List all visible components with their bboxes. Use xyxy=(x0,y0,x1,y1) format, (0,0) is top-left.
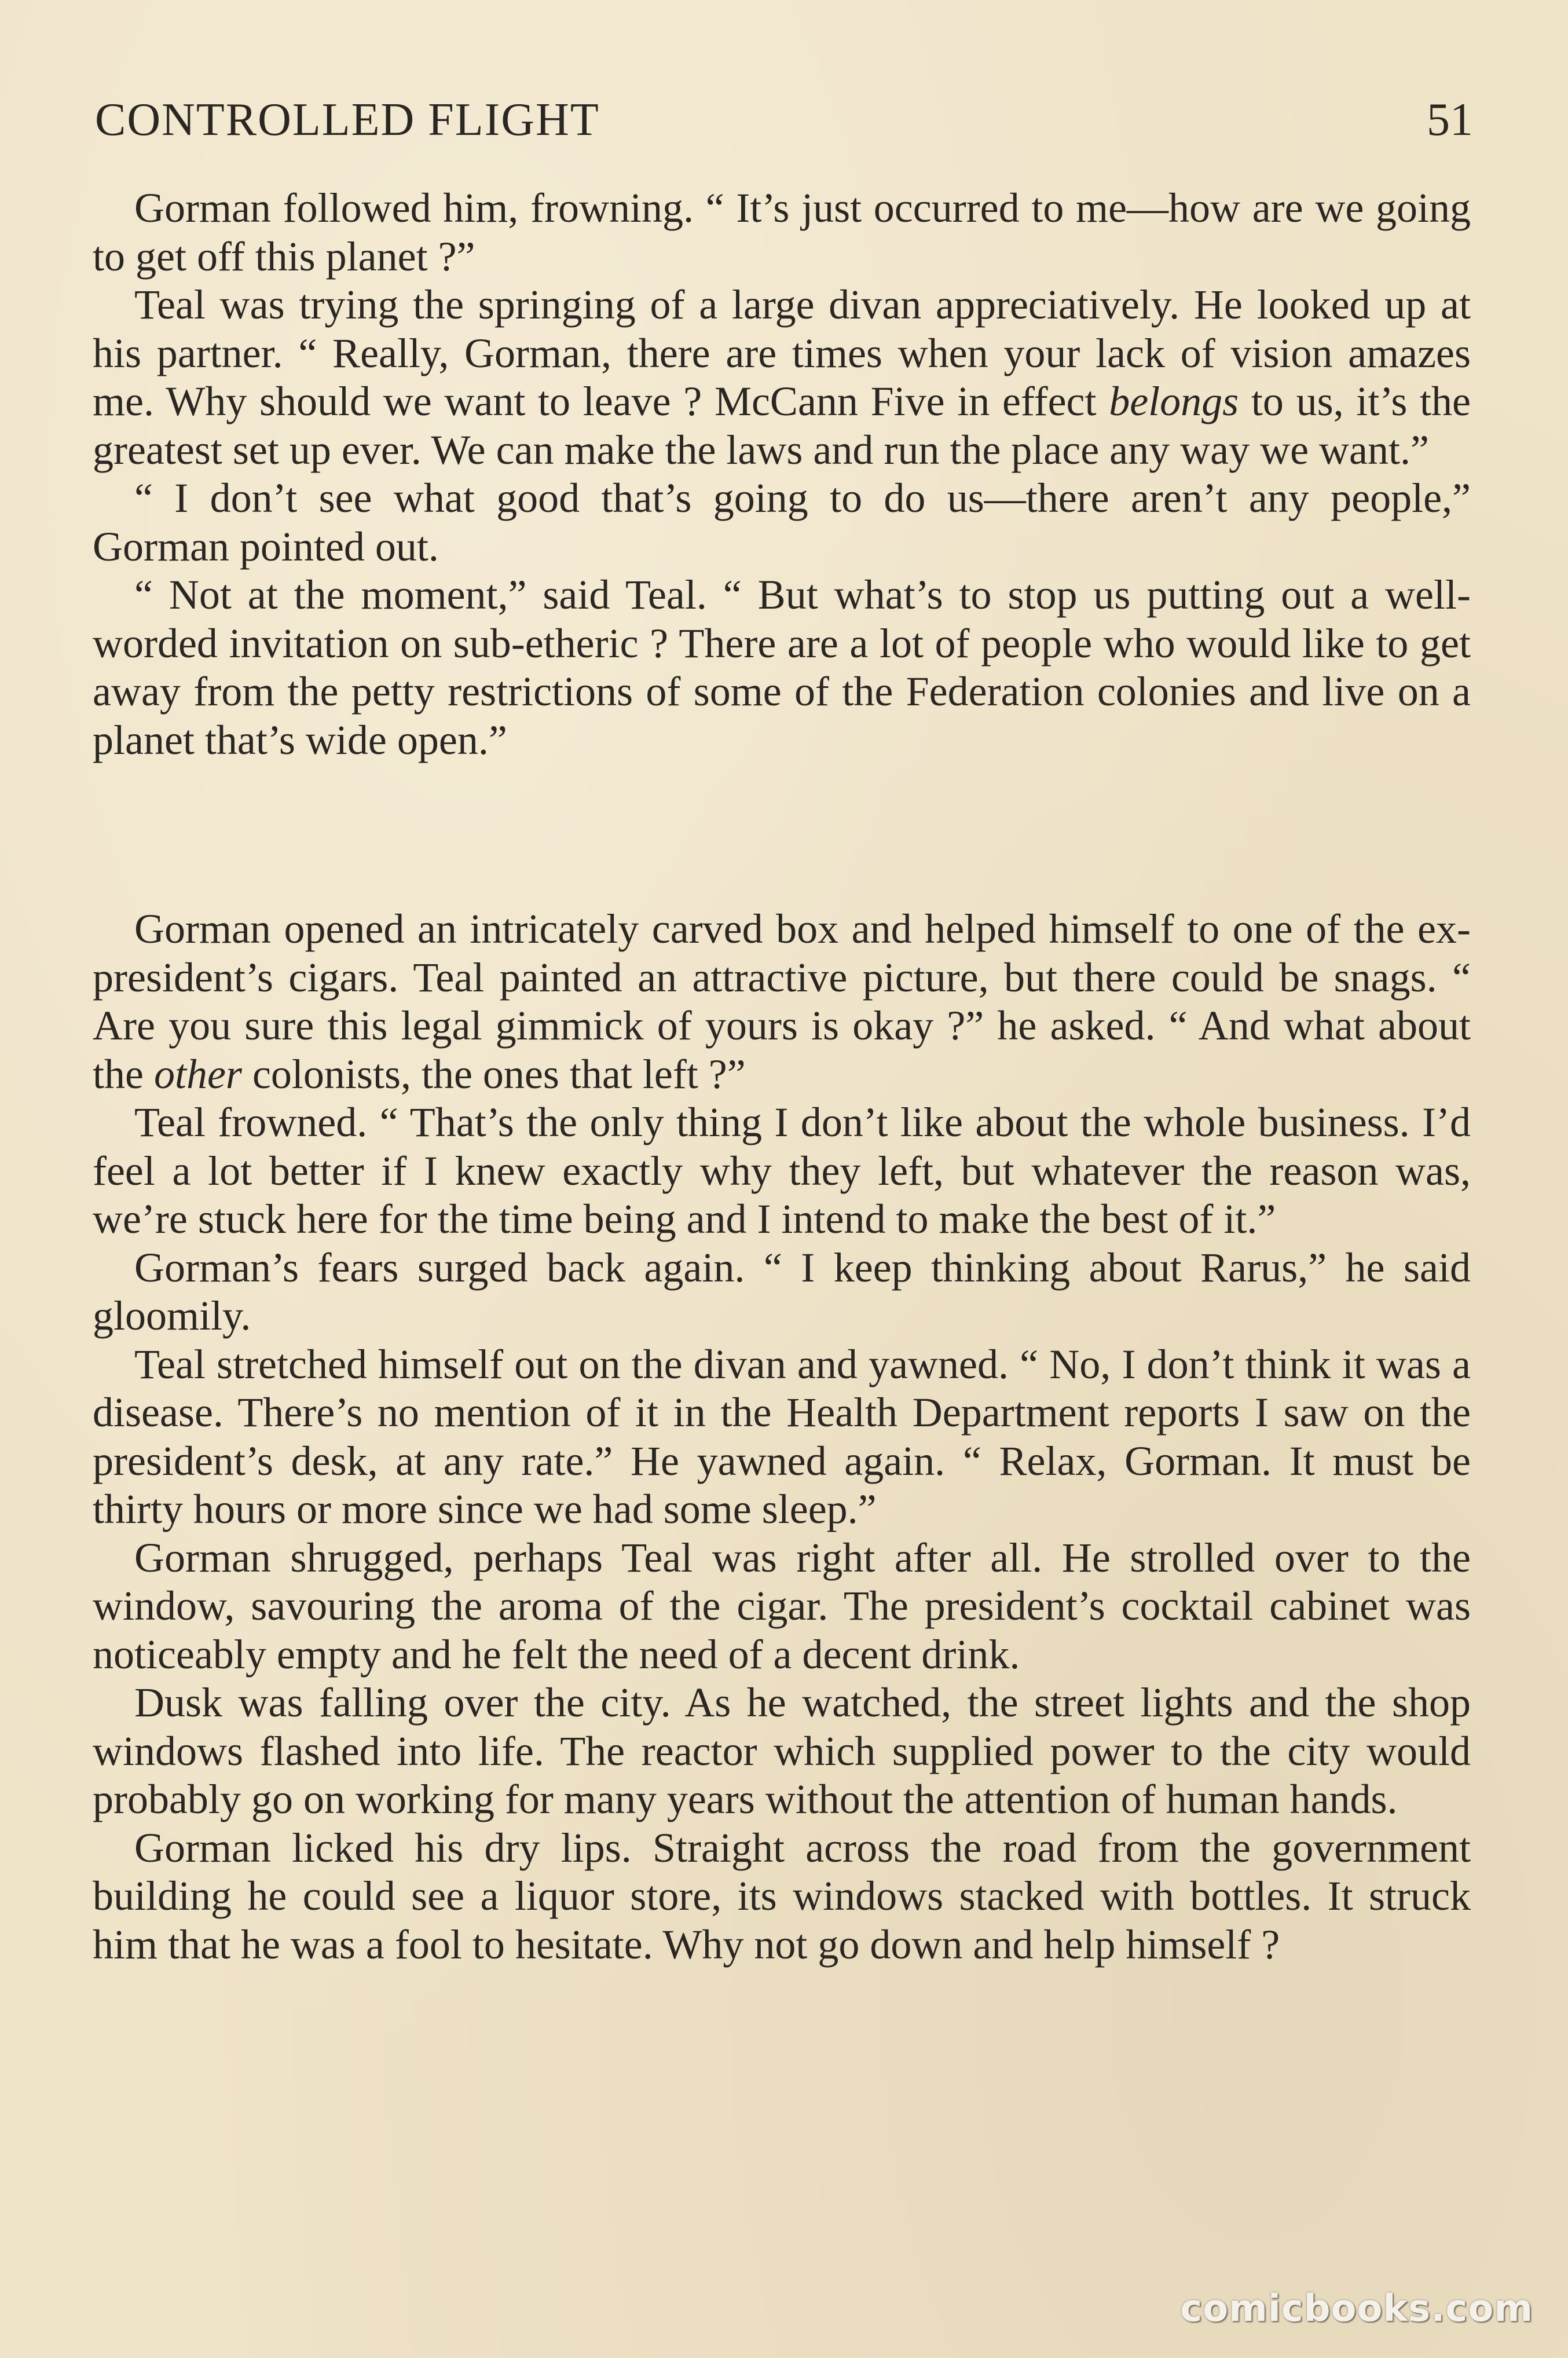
running-title: CONTROLLED FLIGHT xyxy=(95,94,600,145)
paragraph: “ Not at the moment,” said Teal. “ But what’s to stop us putting out a well-worded invitation on sub-etheric ? There are a lot of people who would like to get away from the petty restrictions of some of the Federation colonies and live on a planet that’s wide open.” xyxy=(93,572,1471,763)
text-section-2 xyxy=(93,905,1471,1969)
paragraph: Teal stretched himself out on the divan and yawned. “ No, I don’t think it was a disease. There’s no mention of it in the Health Department reports I saw on the president’s desk, at any rate.” He yawned again. “ Relax, Gorman. It must be thirty hours or more since we had some sleep.” xyxy=(93,1341,1471,1532)
paragraph xyxy=(93,281,1471,474)
paragraph: Gorman licked his dry lips. Straight across the road from the government building he could see a liquor store, its windows stacked with bottles. It struck him that he was a fool to hesitate. Why not go down and help himself ? xyxy=(93,1824,1471,1968)
watermark-logo: comicbooks.com xyxy=(1180,2287,1533,2330)
emphasis-text: other xyxy=(153,1050,242,1097)
paragraph-text: colonists, the ones that left ?” xyxy=(241,1050,746,1097)
paragraph: Teal frowned. “ That’s the only thing I don’t like about the whole business. I’d feel a lot better if I knew exactly why they left, but whatever the reason was, we’re stuck here for the time being and I intend to make the best of it.” xyxy=(93,1099,1471,1242)
page-number: 51 xyxy=(1427,94,1473,145)
paragraph-text: to us, it’s the greatest set up ever. We can make the laws and run the place any way we want.” xyxy=(93,378,1471,473)
running-head xyxy=(95,88,1473,152)
paragraph xyxy=(93,905,1471,1099)
paragraph: Dusk was falling over the city. As he watched, the street lights and the shop windows flashed into life. The reactor which supplied power to the city would probably go on working for many years without the attention of human hands. xyxy=(93,1679,1471,1822)
text-section-1 xyxy=(93,184,1471,764)
paragraph: Gorman’s fears surged back again. “ I keep thinking about Rarus,” he said gloomily. xyxy=(93,1244,1471,1339)
paragraph-text: Gorman opened an intricately carved box and helped himself to one of the ex-president’s cigars. Teal painted an attractive picture, but there could be snags. “ Are you sure this legal gimmick of yours is okay ?” he asked. “ And what about the xyxy=(93,906,1471,1097)
paragraph-text: Teal was trying the springing of a large divan appreciatively. He looked up at his partner. “ Really, Gorman, there are times when your lack of vision amazes me. Why should we want to leave ? McCann Five in effect xyxy=(93,281,1471,424)
paragraph: “ I don’t see what good that’s going to do us—there aren’t any people,” Gorman pointed out. xyxy=(93,475,1471,570)
paragraph: Gorman shrugged, perhaps Teal was right after all. He strolled over to the window, savouring the aroma of the cigar. The president’s cocktail cabinet was noticeably empty and he felt the need of a decent drink. xyxy=(93,1534,1471,1678)
paragraph: Gorman followed him, frowning. “ It’s just occurred to me—how are we going to get off this planet ?” xyxy=(93,185,1471,280)
emphasis-text: belongs xyxy=(1109,378,1239,424)
